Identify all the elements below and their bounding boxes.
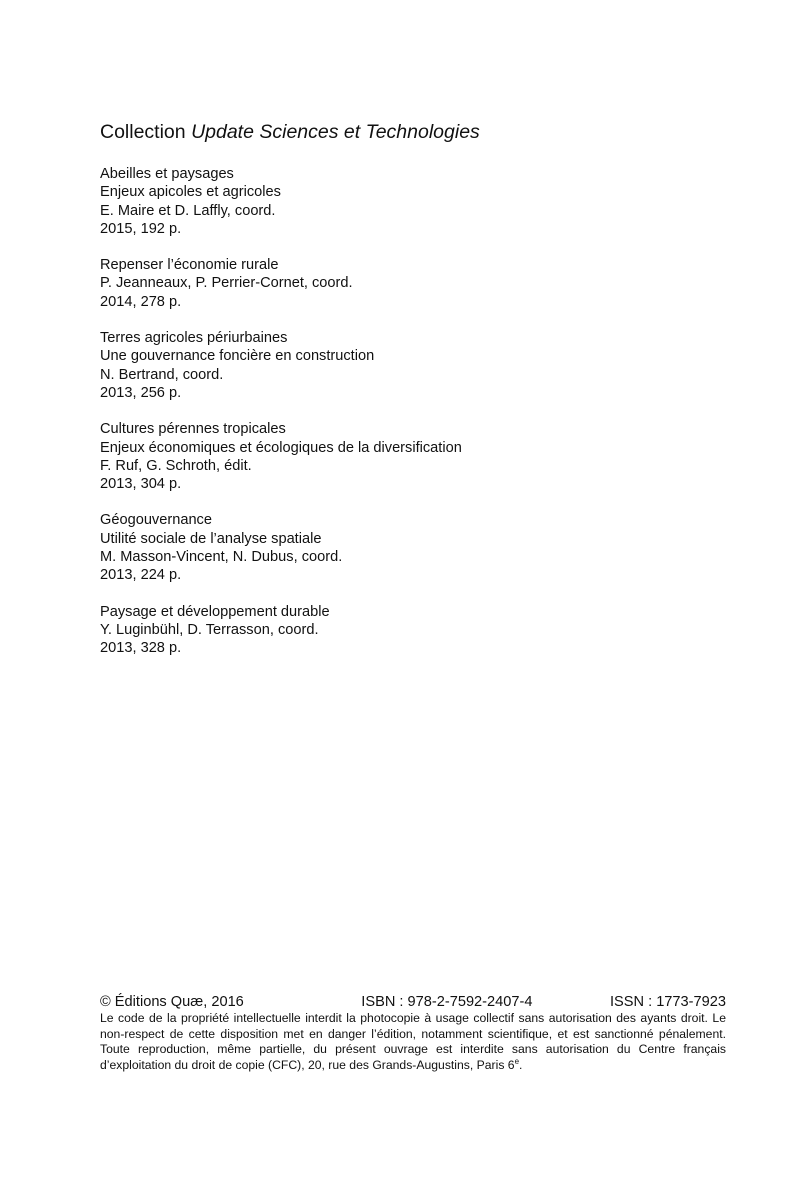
book-title: Terres agricoles périurbaines [100,330,288,347]
book-authors: M. Masson-Vincent, N. Dubus, coord. [100,549,343,566]
copyright-notice: © Éditions Quæ, 2016 [100,994,244,1010]
book-title: Cultures pérennes tropicales [100,421,286,438]
collection-series-title: Update Sciences et Technologies [191,121,480,143]
book-subtitle: Enjeux économiques et écologiques de la diversification [100,439,462,456]
book-entry [100,329,726,402]
isbn-number: ISBN : 978-2-7592-2407-4 [361,994,533,1010]
legal-notice-superscript: e [514,1056,520,1066]
book-entry [100,511,726,584]
book-title: Abeilles et paysages [100,166,234,182]
book-title: Géogouvernance [100,512,212,529]
issn-number: ISSN : 1773-7923 [609,994,726,1010]
book-authors: F. Ruf, G. Schroth, édit. [100,457,252,474]
book-subtitle: Une gouvernance foncière en construction [100,348,375,365]
book-subtitle: Enjeux apicoles et agricoles [100,184,281,201]
book-list [100,165,726,676]
book-entry [100,420,726,493]
book-title: Paysage et développement durable [100,603,330,620]
legal-notice-text: Le code de la propriété intellectuelle interdit la photocopie à usage collectif sans autorisation des ayants droit. Le non-respect de cette disposition met en danger l’édition, notamment scientifique, et est sanctionné pénalement. Toute reproduction, même partielle, du présent ouvrage est interdite sans autorisation du Centre français d’exploitation du droit de copie (CFC), 20, rue des Grands-Augustins, Paris 6 [100,1011,726,1072]
book-entry [100,256,726,311]
copyright-page [100,0,726,1200]
book-year-pages: 2015, 192 p. [100,220,182,237]
book-entry [100,603,726,658]
collection-prefix: Collection [100,121,186,143]
book-entry [100,165,726,238]
book-title: Repenser l’économie rurale [100,257,279,274]
book-year-pages: 2014, 278 p. [100,293,182,310]
book-year-pages: 2013, 304 p. [100,476,182,493]
book-authors: P. Jeanneaux, P. Perrier-Cornet, coord. [100,275,353,292]
book-year-pages: 2013, 224 p. [100,567,182,584]
legal-notice-end: . [519,1057,523,1072]
book-authors: Y. Luginbühl, D. Terrasson, coord. [100,621,319,638]
publication-identifiers [100,993,726,1011]
copyright-footer [100,993,726,1073]
book-authors: N. Bertrand, coord. [100,366,224,383]
book-year-pages: 2013, 328 p. [100,640,182,657]
book-subtitle: Utilité sociale de l’analyse spatiale [100,530,322,547]
collection-heading [100,119,480,145]
legal-notice [100,1011,726,1073]
book-year-pages: 2013, 256 p. [100,384,182,401]
book-authors: E. Maire et D. Laffly, coord. [100,202,276,219]
